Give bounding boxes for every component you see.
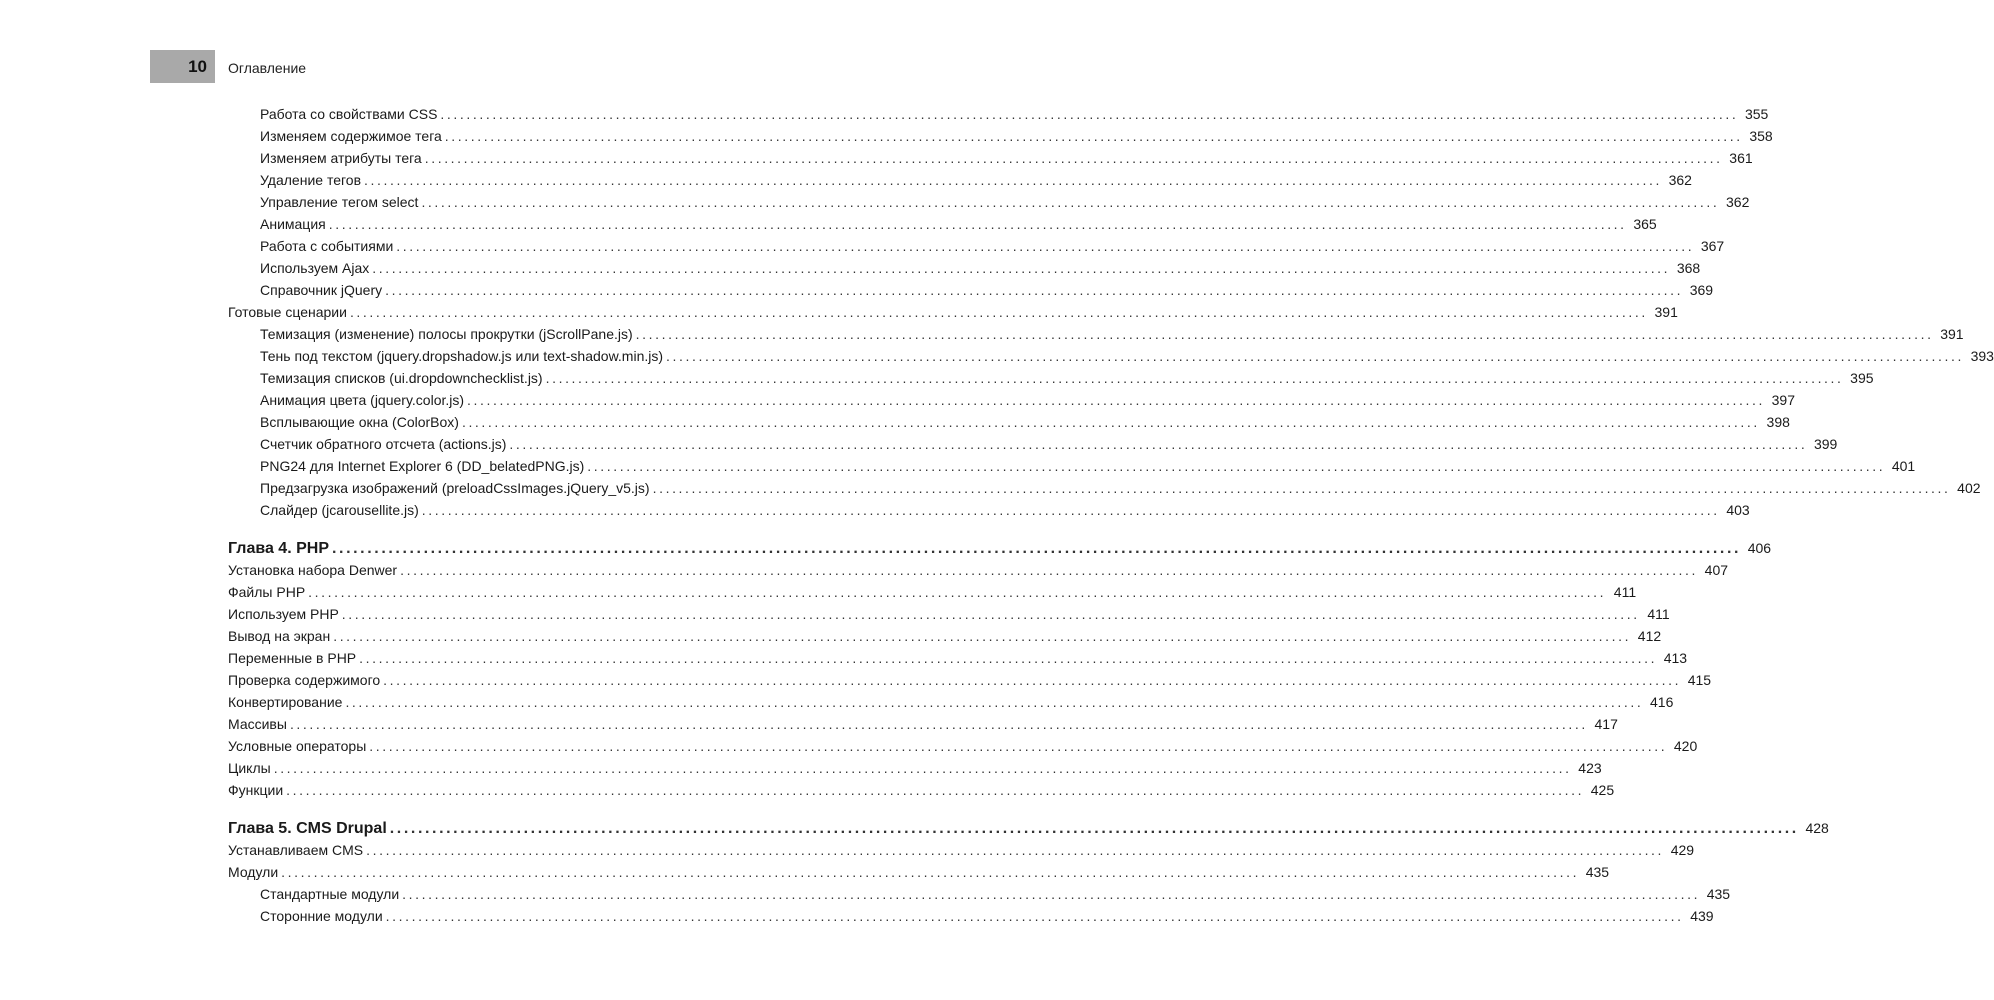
toc-entry-label: Глава 4. PHP (228, 540, 329, 557)
toc-entry (260, 192, 1750, 212)
dot-leader: ........................................................................................................................................................................................................ (467, 392, 1765, 408)
toc-entry-label: Счетчик обратного отсчета (actions.js) (260, 436, 507, 452)
dot-leader: ........................................................................................................................................................................................................ (666, 348, 1964, 364)
dot-leader: ........................................................................................................................................................................................................ (345, 694, 1644, 710)
dot-leader: ........................................................................................................................................................................................................ (400, 562, 1699, 578)
toc-entry-label: Удаление тегов (260, 172, 362, 188)
toc-entry (260, 236, 1725, 256)
toc-entry-label: Модули (228, 864, 279, 880)
toc-entry-label: Проверка содержимого (228, 672, 381, 688)
toc-entry (228, 604, 1670, 624)
toc-entry-page: 395 (1850, 370, 1874, 386)
toc-entry-page: 429 (1670, 842, 1695, 858)
toc-entry-page: 361 (1729, 150, 1753, 166)
page-number: 10 (188, 57, 207, 76)
dot-leader: ........................................................................................................................................................................................................ (383, 672, 1682, 688)
toc-entry (228, 758, 1602, 778)
dot-leader: ........................................................................................................................................................................................................ (461, 414, 1760, 430)
toc-entry-label: Переменные в PHP (228, 650, 357, 666)
toc-entry (260, 456, 1916, 476)
toc-entry-label: Вывод на экран (228, 628, 331, 644)
toc-entry (260, 324, 1964, 344)
dot-leader: ........................................................................................................................................................................................................ (364, 172, 1662, 188)
toc-entry (228, 626, 1662, 646)
toc-entry-page: 398 (1766, 414, 1790, 430)
toc-entry-page: 425 (1590, 782, 1615, 798)
toc-entry (260, 390, 1795, 410)
dot-leader: ........................................................................................................................................................................................................ (652, 480, 1951, 496)
toc-entry-page: 367 (1700, 238, 1725, 254)
dot-leader: ........................................................................................................................................................................................................ (333, 628, 1632, 644)
dot-leader: ........................................................................................................................................................................................................ (349, 304, 1648, 320)
toc-entry-label: Сторонние модули (260, 908, 383, 924)
toc-entry-page: 369 (1689, 282, 1714, 298)
dot-leader: ........................................................................................................................................................................................................ (385, 908, 1684, 924)
toc-entry (260, 500, 1750, 520)
toc-entry-page: 397 (1771, 392, 1795, 408)
toc-entry-page: 420 (1673, 738, 1698, 754)
toc-entry-page: 403 (1726, 502, 1750, 518)
toc-entry-label: Готовые сценарии (228, 304, 347, 320)
toc-entry-label: Используем PHP (228, 606, 339, 622)
dot-leader: ........................................................................................................................................................................................................ (396, 238, 1695, 254)
toc-entry-label: Предзагрузка изображений (preloadCssImages.jQuery_v5.js) (260, 480, 650, 496)
toc-entry-page: 413 (1663, 650, 1688, 666)
toc-entry-page: 411 (1613, 584, 1637, 600)
toc-entry-page: 401 (1891, 458, 1916, 474)
toc-entry-label: Устанавливаем CMS (228, 842, 364, 858)
toc-entry-label: Анимация цвета (jquery.color.js) (260, 392, 465, 408)
toc-entry (260, 126, 1773, 146)
toc-entry (260, 434, 1838, 454)
toc-chapter-entry (228, 538, 1772, 558)
toc-entry-label: Всплывающие окна (ColorBox) (260, 414, 459, 430)
toc-entry-page: 435 (1585, 864, 1610, 880)
toc-entry-label: Используем Ajax (260, 260, 370, 276)
toc-entry-page: 423 (1578, 760, 1602, 776)
toc-entry-label: Анимация (260, 216, 326, 232)
toc-entry-page: 402 (1957, 480, 1981, 496)
toc-entry (260, 906, 1714, 926)
toc-entry-page: 435 (1706, 886, 1731, 902)
toc-entry (228, 780, 1615, 800)
toc-entry-label: Файлы PHP (228, 584, 306, 600)
dot-leader: ........................................................................................................................................................................................................ (308, 584, 1607, 600)
toc-entry (260, 280, 1714, 300)
dot-leader: ........................................................................................................................................................................................................ (421, 502, 1720, 518)
toc-entry (260, 170, 1692, 190)
toc-entry-label: Установка набора Denwer (228, 562, 398, 578)
dot-leader: ........................................................................................................................................................................................................ (444, 128, 1743, 144)
toc-entry-page: 417 (1594, 716, 1618, 732)
toc-entry-label: Работа с событиями (260, 238, 394, 254)
dot-leader: ........................................................................................................................................................................................................ (545, 370, 1844, 386)
toc-entry (260, 214, 1657, 234)
toc-entry-label: Темизация списков (ui.dropdownchecklist.js) (260, 370, 543, 386)
toc-entry (228, 560, 1729, 580)
toc-entry-label: Циклы (228, 760, 271, 776)
dot-leader: ........................................................................................................................................................................................................ (359, 650, 1658, 666)
toc-entry (228, 714, 1618, 734)
toc-entry-page: 412 (1637, 628, 1662, 644)
dot-leader: ........................................................................................................................................................................................................ (281, 864, 1580, 880)
toc-entry-page: 365 (1633, 216, 1657, 232)
toc-entry-page: 416 (1650, 694, 1674, 710)
toc-entry-label: Управление тегом select (260, 194, 419, 210)
toc-entry-page: 428 (1805, 820, 1829, 836)
toc-entry (260, 258, 1701, 278)
dot-leader: ........................................................................................................................................................................................................ (509, 436, 1808, 452)
toc-entry (260, 368, 1874, 388)
dot-leader: ........................................................................................................................................................................................................ (440, 106, 1739, 122)
toc-entry-page: 439 (1690, 908, 1714, 924)
toc-entry (228, 736, 1698, 756)
toc-entry-label: Слайдер (jcarousellite.js) (260, 502, 419, 518)
dot-leader: ........................................................................................................................................................................................................ (402, 886, 1701, 902)
toc-entry-page: 407 (1704, 562, 1729, 578)
toc-entry-label: Изменяем атрибуты тега (260, 150, 422, 166)
toc-entry-label: Тень под текстом (jquery.dropshadow.js или text-shadow.min.js) (260, 348, 664, 364)
running-head: Оглавление (228, 60, 307, 76)
toc-entry-label: Темизация (изменение) полосы прокрутки (jScrollPane.js) (260, 326, 633, 342)
toc-entry (260, 412, 1790, 432)
toc-entry-label: Функции (228, 782, 284, 798)
toc-entry (228, 840, 1695, 860)
toc-entry (228, 648, 1688, 668)
toc-entry (260, 478, 1981, 498)
dot-leader: ........................................................................................................................................................................................................ (332, 540, 1742, 557)
toc-entry-page: 362 (1726, 194, 1750, 210)
toc-entry-label: PNG24 для Internet Explorer 6 (DD_belatedPNG.js) (260, 458, 585, 474)
dot-leader: ........................................................................................................................................................................................................ (328, 216, 1627, 232)
dot-leader: ........................................................................................................................................................................................................ (372, 260, 1671, 276)
toc-entry-label: Условные операторы (228, 738, 367, 754)
dot-leader: ........................................................................................................................................................................................................ (289, 716, 1588, 732)
toc-entry-label: Массивы (228, 716, 287, 732)
toc-entry-label: Работа со свойствами CSS (260, 106, 438, 122)
toc-entry-page: 355 (1744, 106, 1769, 122)
toc-entry-page: 406 (1747, 540, 1772, 556)
toc-entry-label: Конвертирование (228, 694, 343, 710)
toc-entry-page: 368 (1676, 260, 1701, 276)
dot-leader: ........................................................................................................................................................................................................ (587, 458, 1886, 474)
dot-leader: ........................................................................................................................................................................................................ (286, 782, 1585, 798)
toc-chapter-entry (228, 818, 1829, 838)
toc-entry-page: 411 (1647, 606, 1670, 622)
toc-entry (260, 104, 1769, 124)
toc-entry-label: Справочник jQuery (260, 282, 383, 298)
toc-entry-page: 399 (1813, 436, 1838, 452)
toc-entry (228, 582, 1637, 602)
toc-entry-page: 415 (1687, 672, 1712, 688)
dot-leader: ........................................................................................................................................................................................................ (341, 606, 1640, 622)
dot-leader: ........................................................................................................................................................................................................ (385, 282, 1684, 298)
toc-entry-label: Глава 5. CMS Drupal (228, 820, 387, 837)
toc-entry (228, 302, 1678, 322)
dot-leader: ........................................................................................................................................................................................................ (389, 820, 1799, 837)
dot-leader: ........................................................................................................................................................................................................ (273, 760, 1572, 776)
toc-entry-page: 358 (1749, 128, 1773, 144)
toc-entry (228, 692, 1674, 712)
toc-entry-page: 393 (1970, 348, 1994, 364)
dot-leader: ........................................................................................................................................................................................................ (369, 738, 1668, 754)
dot-leader: ........................................................................................................................................................................................................ (635, 326, 1934, 342)
toc-entry-page: 391 (1654, 304, 1678, 320)
toc-entry (228, 862, 1610, 882)
toc-entry-page: 362 (1668, 172, 1692, 188)
toc-entry (260, 148, 1753, 168)
toc-entry (260, 346, 1994, 366)
dot-leader: ........................................................................................................................................................................................................ (366, 842, 1665, 858)
toc-entry-page: 391 (1940, 326, 1964, 342)
toc-entry-label: Изменяем содержимое тега (260, 128, 442, 144)
toc-entry (260, 884, 1731, 904)
toc-entry (228, 670, 1712, 690)
dot-leader: ........................................................................................................................................................................................................ (424, 150, 1723, 166)
toc-entry-label: Стандартные модули (260, 886, 400, 902)
dot-leader: ........................................................................................................................................................................................................ (421, 194, 1720, 210)
